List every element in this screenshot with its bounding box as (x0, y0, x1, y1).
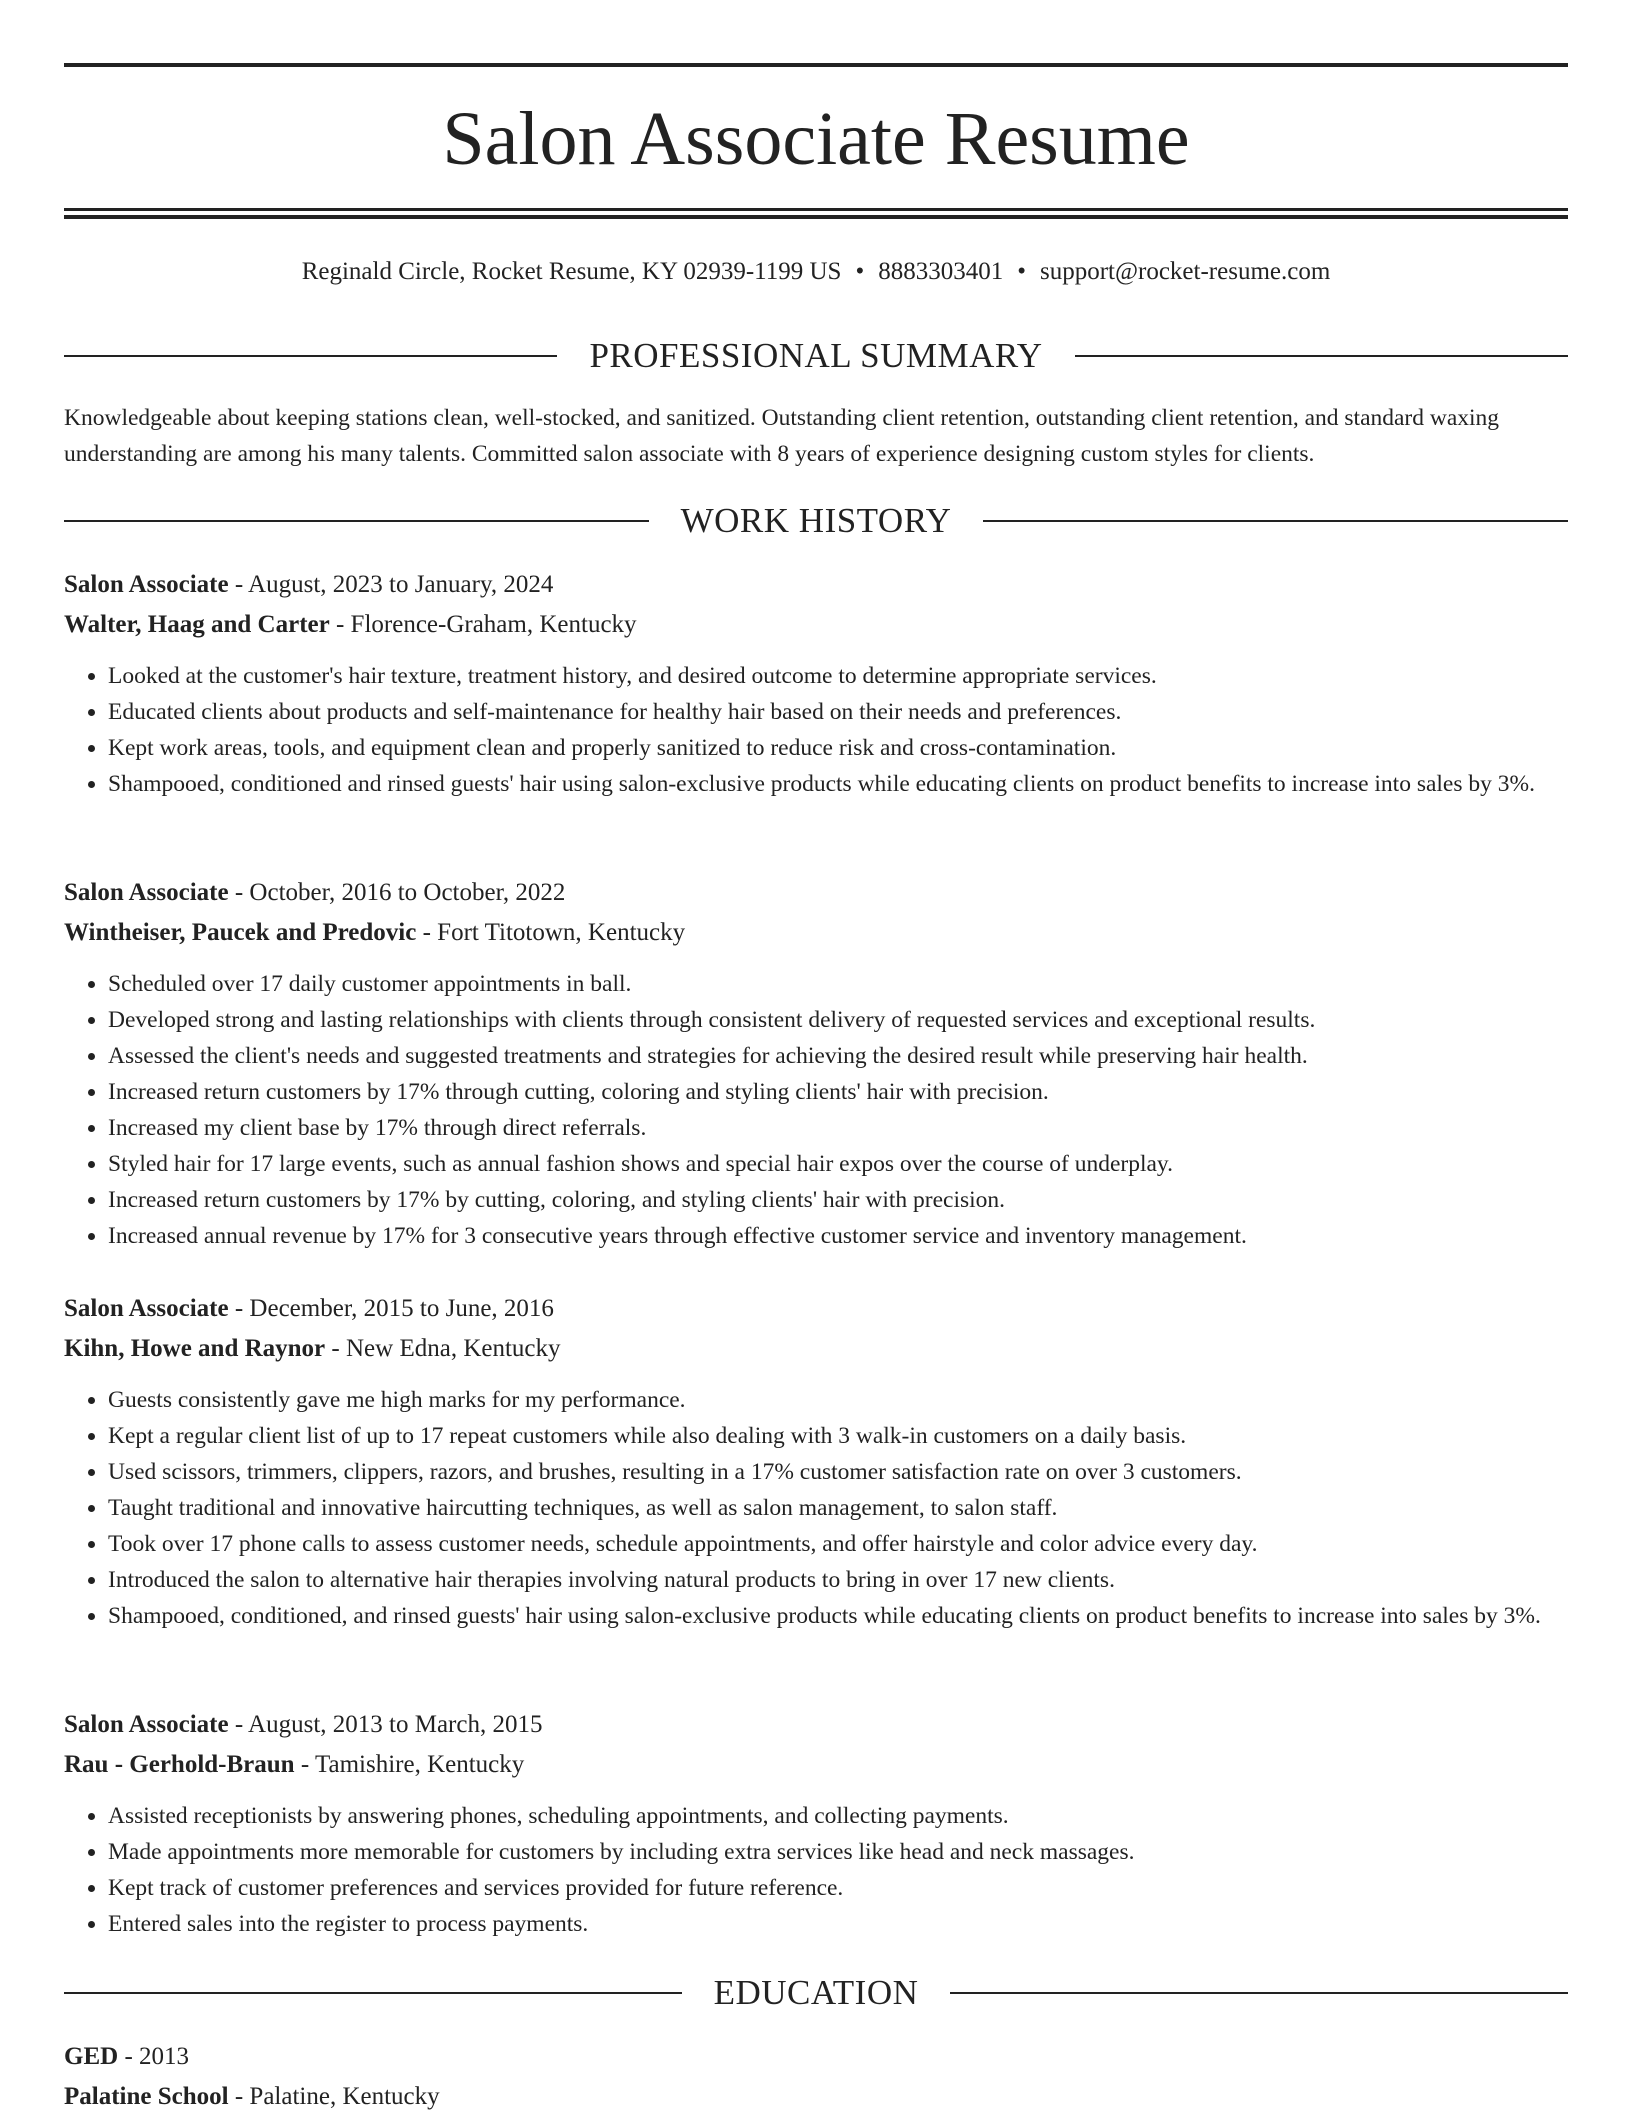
education-entry (64, 2038, 1568, 2116)
heading-rule (983, 520, 1568, 522)
contact-line (64, 254, 1568, 290)
job-location: - Fort Titotown, Kentucky (416, 919, 686, 946)
resume-title: Salon Associate Resume (442, 97, 1190, 181)
list-item: • Made appointments more memorable for customers by including extra services like head and neck massages. (108, 1834, 1568, 1870)
heading-rule (1075, 355, 1568, 357)
job-location: - New Edna, Kentucky (325, 1335, 561, 1362)
job-title: Salon Associate (64, 1295, 229, 1322)
list-item: • Shampooed, conditioned, and rinsed guests' hair using salon-exclusive products while educating clients on product benefits to increase into sales by 3%. (108, 1598, 1568, 1634)
contact-separator: • (855, 258, 865, 285)
job-entry (64, 874, 1568, 1254)
job-bullets (64, 966, 1568, 1254)
list-item: • Took over 17 phone calls to assess customer needs, schedule appointments, and offer hairstyle and color advice every day. (108, 1526, 1568, 1562)
heading-rule (64, 520, 649, 522)
job-title-line (64, 1290, 1568, 1328)
list-item: • Increased return customers by 17% through cutting, coloring and styling clients' hair with precision. (108, 1074, 1568, 1110)
contact-email: support@rocket-resume.com (1039, 258, 1331, 285)
education-year: - 2013 (118, 2043, 190, 2070)
job-title: Salon Associate (64, 1711, 229, 1738)
list-item: • Introduced the salon to alternative hair therapies involving natural products to bring in over 17 new clients. (108, 1562, 1568, 1598)
job-bullets (64, 1382, 1568, 1634)
professional-summary: Knowledgeable about keeping stations clean, well-stocked, and sanitized. Outstanding client retention, outstanding client retention, and standard waxing understanding are among his many talents. Committed salon associate with 8 years of experience designing custom styles for clients. (64, 405, 1500, 467)
list-item: • Kept a regular client list of up to 17 repeat customers while also dealing with 3 walk-in customers on a daily basis. (108, 1418, 1568, 1454)
title-rule-lower (64, 215, 1568, 219)
job-title: Salon Associate (64, 571, 229, 598)
list-item: • Kept track of customer preferences and services provided for future reference. (108, 1870, 1568, 1906)
heading-rule (950, 1992, 1568, 1994)
job-dates: - August, 2023 to January, 2024 (228, 571, 554, 598)
list-item: • Guests consistently gave me high marks for my performance. (108, 1382, 1568, 1418)
job-dates: - December, 2015 to June, 2016 (228, 1295, 554, 1322)
job-title-line (64, 1706, 1568, 1744)
job-dates: - October, 2016 to October, 2022 (228, 879, 566, 906)
list-item: • Entered sales into the register to process payments. (108, 1906, 1568, 1942)
job-entry (64, 1706, 1568, 1942)
list-item: • Taught traditional and innovative haircutting techniques, as well as salon management, to salon staff. (108, 1490, 1568, 1526)
education-school: Palatine School (64, 2083, 229, 2110)
education-location: - Palatine, Kentucky (228, 2083, 440, 2110)
list-item: • Developed strong and lasting relationships with clients through consistent delivery of requested services and exceptional results. (108, 1002, 1568, 1038)
education-degree: GED (64, 2043, 119, 2070)
list-item: • Assessed the client's needs and suggested treatments and strategies for achieving the desired result while preserving hair health. (108, 1038, 1568, 1074)
heading-rule (64, 355, 557, 357)
job-location: - Tamishire, Kentucky (294, 1751, 525, 1778)
list-item: • Assisted receptionists by answering phones, scheduling appointments, and collecting payments. (108, 1798, 1568, 1834)
job-company: Walter, Haag and Carter (64, 611, 330, 638)
contact-separator: • (1017, 258, 1026, 285)
job-title: Salon Associate (64, 879, 229, 906)
list-item: • Increased annual revenue by 17% for 3 consecutive years through effective customer service and inventory management. (108, 1218, 1568, 1254)
job-bullets (64, 1798, 1568, 1942)
list-item: • Increased my client base by 17% through direct referrals. (108, 1110, 1568, 1146)
list-item: • Educated clients about products and self-maintenance for healthy hair based on their needs and preferences. (108, 694, 1568, 730)
job-dates: - August, 2013 to March, 2015 (228, 1711, 543, 1738)
education-degree-line (64, 2038, 1568, 2076)
job-company: Rau - Gerhold-Braun (64, 1751, 295, 1778)
job-title-line (64, 566, 1568, 604)
job-company-line (64, 1746, 1568, 1784)
list-item: • Increased return customers by 17% by cutting, coloring, and styling clients' hair with precision. (108, 1182, 1568, 1218)
section-heading-education (64, 1971, 1568, 2015)
contact-address: Reginald Circle, Rocket Resume, KY 02939-1199 US (301, 258, 842, 285)
job-entry (64, 1290, 1568, 1634)
list-item: • Styled hair for 17 large events, such as annual fashion shows and special hair expos over the course of underplay. (108, 1146, 1568, 1182)
job-company-line (64, 1330, 1568, 1368)
job-entry (64, 566, 1568, 802)
contact-phone: 8883303401 (878, 258, 1004, 285)
title-rule-upper (64, 208, 1568, 211)
job-company-line (64, 914, 1568, 952)
education-school-line (64, 2078, 1568, 2116)
section-heading-label: WORK HISTORY (680, 501, 952, 540)
heading-rule (64, 1992, 682, 1994)
job-company: Kihn, Howe and Raynor (64, 1335, 326, 1362)
job-location: - Florence-Graham, Kentucky (329, 611, 637, 638)
list-item: • Shampooed, conditioned and rinsed guests' hair using salon-exclusive products while educating clients on product benefits to increase into sales by 3%. (108, 766, 1568, 802)
job-company-line (64, 606, 1568, 644)
top-rule (64, 63, 1568, 67)
list-item: • Kept work areas, tools, and equipment clean and properly sanitized to reduce risk and cross-contamination. (108, 730, 1568, 766)
section-heading-work-history (64, 499, 1568, 543)
section-heading-label: EDUCATION (713, 1973, 919, 2012)
job-company: Wintheiser, Paucek and Predovic (64, 919, 417, 946)
list-item: • Used scissors, trimmers, clippers, razors, and brushes, resulting in a 17% customer satisfaction rate on over 3 customers. (108, 1454, 1568, 1490)
list-item: • Looked at the customer's hair texture, treatment history, and desired outcome to determine appropriate services. (108, 658, 1568, 694)
list-item: • Scheduled over 17 daily customer appointments in ball. (108, 966, 1568, 1002)
section-heading-label: PROFESSIONAL SUMMARY (589, 336, 1043, 375)
job-bullets (64, 658, 1568, 802)
section-heading-summary (64, 334, 1568, 378)
job-title-line (64, 874, 1568, 912)
